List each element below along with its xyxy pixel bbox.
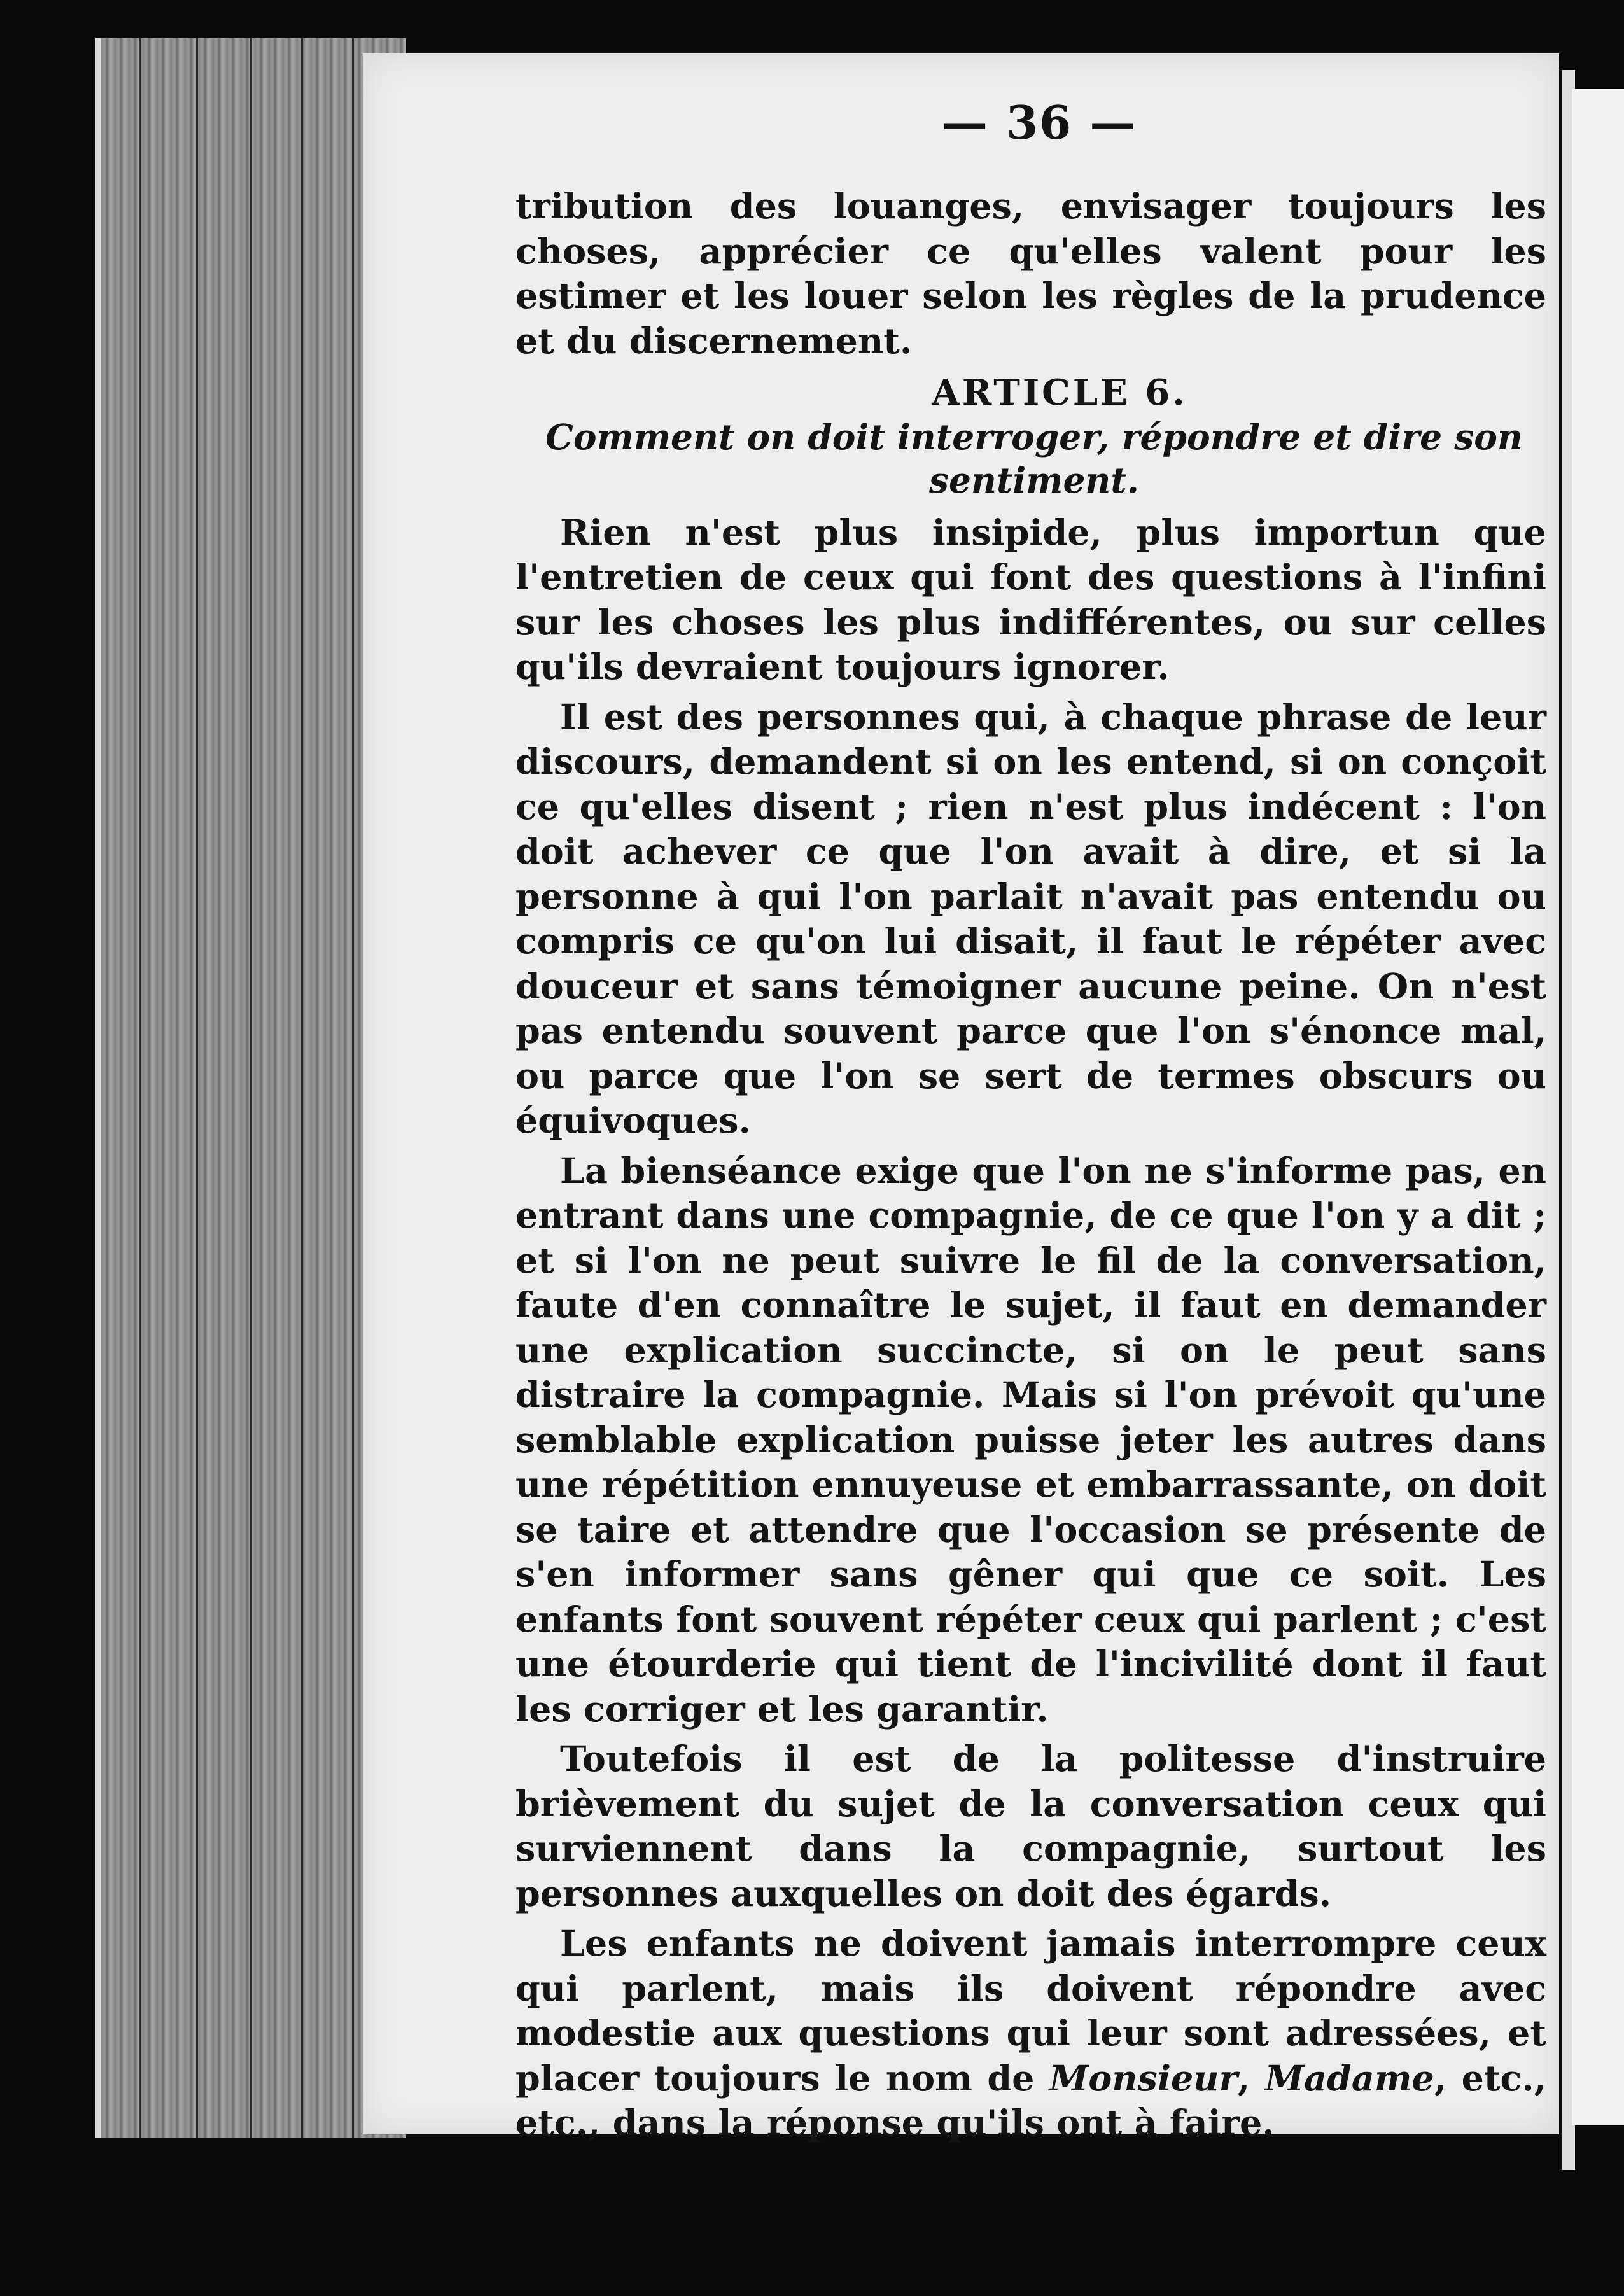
- term-madame: Madame: [1264, 2057, 1434, 2099]
- paragraph-5: [515, 1922, 1546, 2146]
- paragraph-1: Rien n'est plus insipide, plus importun que l'entretien de ceux qui font des questions à l'infini sur les choses les plus indifférentes, ou sur celles qu'ils devraient toujours ignorer.: [515, 512, 1546, 688]
- next-page-edge: [1572, 89, 1624, 2125]
- term-monsieur: Monsieur: [1049, 2057, 1238, 2099]
- paragraph-5-between: ,: [1237, 2057, 1265, 2099]
- article-heading: [515, 370, 1546, 416]
- paragraph-2: Il est des personnes qui, à chaque phrase de leur discours, demandent si on les entend, si on conçoit ce qu'elles disent ; rien n'est plus indécent : l'on doit achever ce que l'on avait à dire, et si la personne à qui l'on parlait n'avait pas entendu ou compris ce qu'on lui disait, il faut le répéter avec douceur et sans témoigner aucune peine. On n'est pas entendu souvent parce que l'on s'énonce mal, ou parce que l'on se sert de termes obscurs ou équivoques.: [515, 696, 1546, 1142]
- page-body: [515, 185, 1546, 2146]
- section-title: Comment on doit interroger, répondre et dire son sentiment.: [545, 416, 1523, 501]
- paragraph-4: Toutefois il est de la politesse d'instruire brièvement du sujet de la conversation ceux qui surviennent dans la compagnie, surtout les personnes auxquelles on doit des égards.: [515, 1739, 1546, 1915]
- paragraph-5-start: Les enfants ne doivent jamais interrompre ceux qui parlent, mais ils doivent répondre avec modestie aux questions qui leur sont adressées, et placer toujours le nom de: [515, 1923, 1546, 2099]
- page-number: — 36 —: [942, 95, 1137, 150]
- article-label: ARTICLE: [932, 372, 1130, 414]
- continuation-paragraph: tribution des louanges, envisager toujours les choses, apprécier ce qu'elles valent pour les estimer et les louer selon les règles de la prudence et du discernement.: [515, 186, 1546, 362]
- article-number: 6.: [1145, 372, 1187, 414]
- page-edge-stack: [95, 38, 406, 2138]
- paragraph-5-end: , etc., etc., dans la réponse qu'ils ont à faire.: [515, 2057, 1546, 2144]
- paragraph-3: La bienséance exige que l'on ne s'informe pas, en entrant dans une compagnie, de ce que l'on y a dit ; et si l'on ne peut suivre le fil de la conversation, faute d'en connaître le sujet, il faut en demander une explication succincte, si on le peut sans distraire la compagnie. Mais si l'on prévoit qu'une semblable explication puisse jeter les autres dans une répétition ennuyeuse et embarrassante, on doit se taire et attendre que l'occasion se présente de s'en informer sans gêner qui que ce soit. Les enfants font souvent répéter ceux qui parlent ; c'est une étourderie qui tient de l'incivilité dont il faut les corriger et les garantir.: [515, 1150, 1546, 1730]
